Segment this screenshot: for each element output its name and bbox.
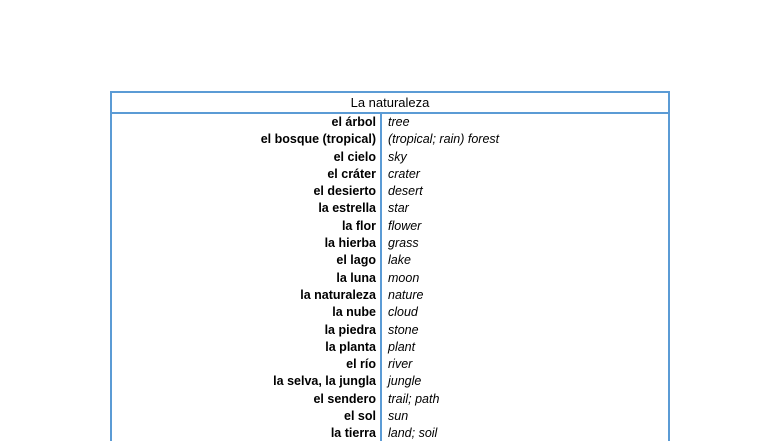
english-translation: sky: [388, 149, 407, 164]
spanish-term: la selva, la jungla: [273, 374, 376, 389]
english-translation: land; soil: [388, 426, 438, 441]
table-row: [112, 183, 668, 200]
spanish-term: el río: [346, 357, 376, 372]
english-translation: desert: [388, 184, 423, 199]
table-row: [112, 391, 668, 408]
spanish-term: el árbol: [331, 115, 376, 129]
spanish-term: el sol: [344, 409, 376, 424]
table-row: [112, 304, 668, 321]
table-row: [112, 425, 668, 441]
table-row: [112, 166, 668, 183]
english-translation: plant: [388, 339, 416, 354]
table-row: [112, 408, 668, 425]
spanish-term: la nube: [332, 305, 376, 320]
spanish-term: el desierto: [313, 184, 376, 199]
table-title: La naturaleza: [112, 93, 668, 114]
table-row: [112, 252, 668, 269]
table-row: [112, 218, 668, 235]
spanish-term: el sendero: [313, 391, 376, 406]
table-row: [112, 356, 668, 373]
spanish-term: la piedra: [324, 322, 376, 337]
table-row: [112, 287, 668, 304]
english-translation: crater: [388, 166, 420, 181]
english-translation: sun: [388, 409, 409, 424]
table-row: [112, 322, 668, 339]
spanish-term: la tierra: [330, 426, 376, 441]
table-row: [112, 149, 668, 166]
english-translation: nature: [388, 287, 424, 302]
english-translation: river: [388, 357, 413, 372]
spanish-term: el lago: [336, 253, 376, 268]
column-divider: [380, 114, 382, 441]
table-row: [112, 131, 668, 148]
table-row: [112, 270, 668, 287]
spanish-term: el cráter: [327, 166, 376, 181]
english-translation: flower: [388, 218, 422, 233]
table-row: [112, 114, 668, 131]
spanish-term: el cielo: [333, 149, 376, 164]
english-translation: moon: [388, 270, 420, 285]
spanish-term: el bosque (tropical): [260, 132, 376, 147]
english-translation: stone: [388, 322, 419, 337]
table-row: [112, 235, 668, 252]
english-translation: star: [388, 201, 409, 216]
spanish-term: la estrella: [318, 201, 376, 216]
english-translation: tree: [388, 115, 410, 129]
table-row: [112, 200, 668, 217]
spanish-term: la naturaleza: [300, 287, 376, 302]
english-translation: lake: [388, 253, 411, 268]
english-translation: trail; path: [388, 391, 440, 406]
vocabulary-table: [110, 91, 670, 441]
vocabulary-rows: [112, 114, 668, 441]
spanish-term: la planta: [325, 339, 376, 354]
english-translation: jungle: [388, 374, 422, 389]
table-row: [112, 339, 668, 356]
english-translation: (tropical; rain) forest: [388, 132, 500, 147]
spanish-term: la flor: [341, 218, 376, 233]
spanish-term: la luna: [336, 270, 376, 285]
spanish-term: la hierba: [324, 236, 376, 251]
english-translation: grass: [388, 236, 419, 251]
table-row: [112, 373, 668, 390]
english-translation: cloud: [388, 305, 418, 320]
